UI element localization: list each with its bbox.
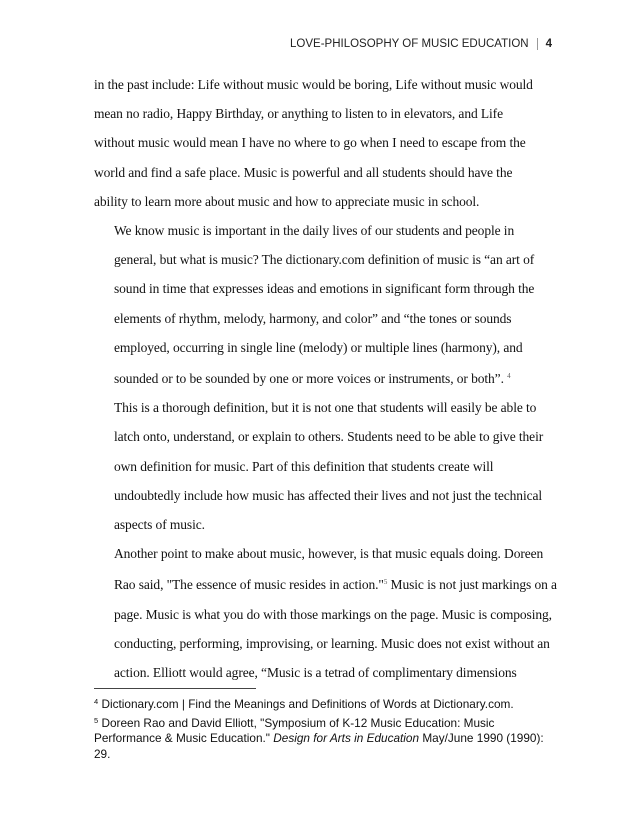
paragraph <box>94 539 557 687</box>
paragraph <box>94 70 546 216</box>
text-line: undoubtedly include how music has affected their lives and not just the technical <box>114 487 543 503</box>
text-line: general, but what is music? The dictionary.com definition of music is “an art of <box>114 252 535 268</box>
text-line: employed, occurring in single line (melody) or multiple lines (harmony), and <box>114 339 523 355</box>
body-text <box>94 70 557 687</box>
footnote-text: Dictionary.com | Find the Meanings and Definitions of Words at Dictionary.com. <box>101 697 514 711</box>
text-line: without music would mean I have no where to go when I need to escape from the <box>94 135 526 151</box>
text-line: world and find a safe place. Music is powerful and all students should have the <box>94 164 513 180</box>
footnote-divider <box>94 688 256 689</box>
header-title: LOVE-PHILOSOPHY OF MUSIC EDUCATION <box>290 38 529 50</box>
footnote-number: 4 <box>94 697 99 706</box>
text-line: mean no radio, Happy Birthday, or anything to listen to in elevators, and Life <box>94 106 503 122</box>
footnote-tail: May/June 1990 (1990): 29. <box>94 731 544 761</box>
footnote <box>94 713 554 763</box>
text-line: ability to learn more about music and how to appreciate music in school. <box>94 193 480 209</box>
line-text: Rao said, "The essence of music resides in action." <box>114 577 384 593</box>
text-line: elements of rhythm, melody, harmony, and color” and “the tones or sounds <box>114 310 512 326</box>
footnotes <box>94 694 554 762</box>
paragraph <box>94 393 546 539</box>
text-line: sound in time that expresses ideas and emotions in significant form through the <box>114 281 535 297</box>
text-line: This is a thorough definition, but it is not one that students will easily be able to <box>114 400 537 416</box>
text-line: conducting, performing, improvising, or learning. Music does not exist without an <box>114 635 550 651</box>
journal-title: Design for Arts in Education <box>273 731 420 745</box>
text-line: own definition for music. Part of this definition that students create will <box>114 458 494 474</box>
paragraph <box>94 216 546 393</box>
footnote-ref-4[interactable]: 4 <box>507 372 511 381</box>
footnote-number: 5 <box>94 715 99 725</box>
page-number: 4 <box>537 38 552 50</box>
text-line <box>94 568 557 599</box>
text-line: aspects of music. <box>114 517 205 533</box>
text-line: We know music is important in the daily lives of our students and people in <box>114 223 515 239</box>
line-text: Music is not just markings on a <box>387 577 557 593</box>
text-line: in the past include: Life without music would be boring, Life without music would <box>94 77 533 92</box>
text-line: Another point to make about music, however, is that music equals doing. Doreen <box>114 546 544 562</box>
text-line: page. Music is what you do with those markings on the page. Music is composing, <box>114 606 552 622</box>
footnote <box>94 694 554 713</box>
line-text: sounded or to be sounded by one or more voices or instruments, or both”. <box>114 371 504 387</box>
footnote-ref-5[interactable]: 5 <box>383 578 388 587</box>
running-header <box>290 38 552 50</box>
text-line: action. Elliott would agree, “Music is a tetrad of complimentary dimensions <box>114 665 517 681</box>
footnote-text: Doreen Rao and David Elliott, "Symposium of K-12 Music Education: Music Performance & Music Education." <box>94 715 495 745</box>
text-line: latch onto, understand, or explain to others. Students need to be able to give their <box>114 429 544 445</box>
text-line <box>94 362 546 393</box>
